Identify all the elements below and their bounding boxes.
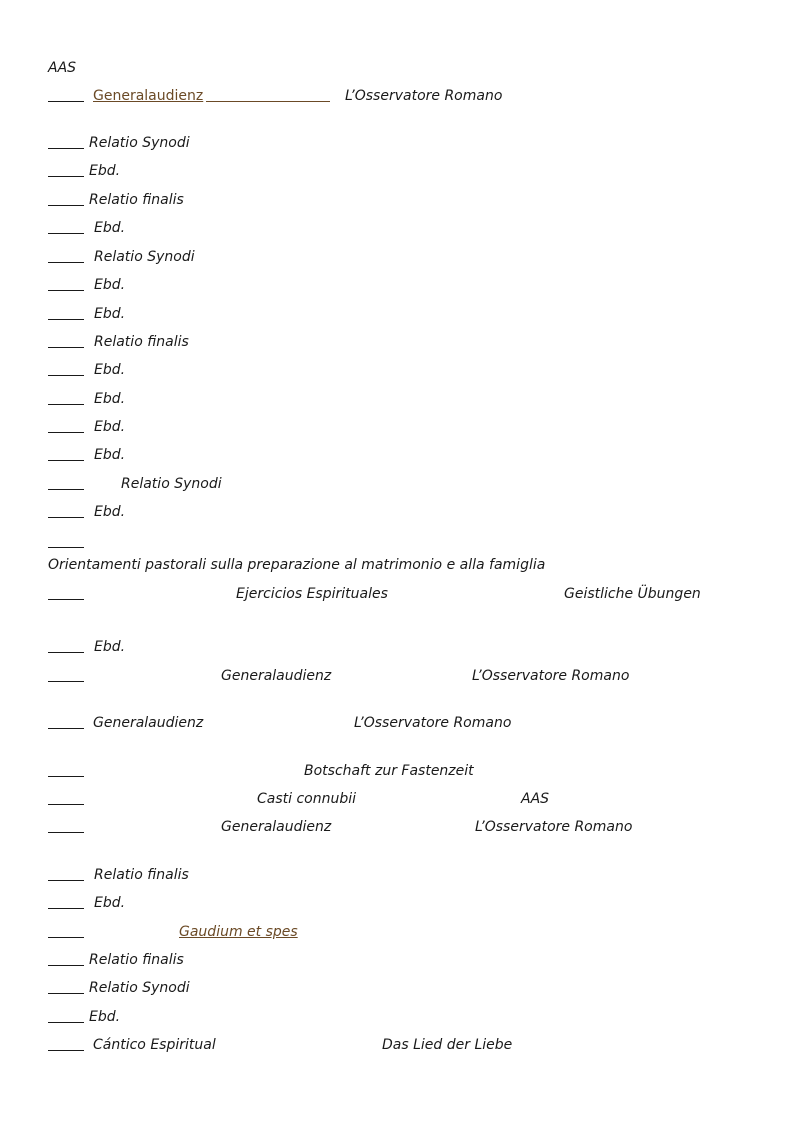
footnote-line	[0, 389, 793, 409]
footnote-line	[0, 893, 793, 913]
footnote-blank	[48, 1050, 84, 1051]
footnote-line	[0, 950, 793, 970]
footnote-line	[0, 555, 793, 575]
footnote-line	[0, 761, 793, 781]
footnote-line	[0, 360, 793, 380]
footnote-blank	[48, 908, 84, 909]
footnote-blank	[48, 993, 84, 994]
footnote-blank	[48, 599, 84, 600]
footnote-line	[0, 275, 793, 295]
footnote-line	[0, 1007, 793, 1027]
footnote-blank	[48, 205, 84, 206]
footnote-blank	[48, 404, 84, 405]
footnote-text: Relatio Synodi	[89, 135, 190, 151]
footnote-text: Relatio Synodi	[121, 476, 222, 492]
footnote-line	[0, 304, 793, 324]
footnote-text: Ebd.	[94, 306, 126, 322]
footnote-text: Ebd.	[94, 447, 126, 463]
footnote-line	[0, 532, 793, 552]
footnote-blank	[48, 1022, 84, 1023]
footnote-text: Ebd.	[89, 163, 121, 179]
footnote-blank	[48, 776, 84, 777]
link-underline	[206, 101, 330, 102]
footnote-text: AAS	[48, 60, 77, 76]
footnote-text: Das Lied der Liebe	[382, 1037, 513, 1053]
footnote-line	[0, 86, 793, 106]
footnote-text: Relatio Synodi	[94, 249, 195, 265]
footnote-text: AAS	[521, 791, 550, 807]
footnote-text: Ebd.	[94, 895, 126, 911]
footnote-text: Relatio finalis	[94, 867, 189, 883]
footnote-text: Orientamenti pastorali sulla preparazione al matrimonio e alla famiglia	[48, 557, 546, 573]
footnote-blank	[48, 517, 84, 518]
footnote-line	[0, 666, 793, 686]
footnote-line	[0, 865, 793, 885]
footnote-text: Generalaudienz	[93, 715, 204, 731]
footnote-blank	[48, 832, 84, 833]
footnote-line	[0, 474, 793, 494]
footnote-link[interactable]: Gaudium et spes	[179, 924, 298, 940]
footnote-blank	[48, 233, 84, 234]
footnote-text: L’Osservatore Romano	[345, 88, 503, 104]
footnote-line	[0, 417, 793, 437]
footnote-blank	[48, 728, 84, 729]
footnote-text: Generalaudienz	[221, 668, 332, 684]
footnote-text: Ebd.	[89, 1009, 121, 1025]
footnote-line	[0, 133, 793, 153]
footnote-blank	[48, 347, 84, 348]
footnote-blank	[48, 965, 84, 966]
footnote-blank	[48, 290, 84, 291]
footnote-text: Relatio finalis	[89, 192, 184, 208]
footnote-text: Generalaudienz	[221, 819, 332, 835]
footnote-text: Ebd.	[94, 220, 126, 236]
footnote-line	[0, 445, 793, 465]
footnote-line	[0, 247, 793, 267]
footnote-line	[0, 817, 793, 837]
footnote-text: Relatio finalis	[94, 334, 189, 350]
footnote-link[interactable]: Generalaudienz	[93, 88, 204, 104]
footnote-blank	[48, 547, 84, 548]
footnote-text: L’Osservatore Romano	[354, 715, 512, 731]
footnote-text: Ebd.	[94, 362, 126, 378]
footnote-blank	[48, 432, 84, 433]
footnote-text: Geistliche Übungen	[564, 586, 701, 602]
footnote-text: Ejercicios Espirituales	[236, 586, 388, 602]
footnote-line	[0, 978, 793, 998]
footnote-line	[0, 922, 793, 942]
footnote-blank	[48, 804, 84, 805]
footnote-blank	[48, 937, 84, 938]
footnote-text: Ebd.	[94, 419, 126, 435]
footnote-text: Ebd.	[94, 277, 126, 293]
footnote-text: L’Osservatore Romano	[472, 668, 630, 684]
footnote-line	[0, 58, 793, 78]
footnote-line	[0, 332, 793, 352]
footnote-line	[0, 789, 793, 809]
footnote-text: Ebd.	[94, 391, 126, 407]
footnote-line	[0, 161, 793, 181]
footnote-line	[0, 584, 793, 604]
footnote-blank	[48, 681, 84, 682]
footnote-blank	[48, 652, 84, 653]
footnote-line	[0, 218, 793, 238]
footnote-line	[0, 1035, 793, 1055]
footnote-text: Casti connubii	[257, 791, 357, 807]
footnote-blank	[48, 460, 84, 461]
footnote-blank	[48, 148, 84, 149]
footnote-text: Ebd.	[94, 639, 126, 655]
footnote-text: Relatio Synodi	[89, 980, 190, 996]
footnote-text: Botschaft zur Fastenzeit	[304, 763, 474, 779]
footnote-blank	[48, 375, 84, 376]
footnote-text: Ebd.	[94, 504, 126, 520]
footnote-line	[0, 190, 793, 210]
footnote-line	[0, 637, 793, 657]
footnote-blank	[48, 101, 84, 102]
footnote-line	[0, 713, 793, 733]
footnote-text: Cántico Espiritual	[93, 1037, 216, 1053]
footnote-line	[0, 502, 793, 522]
footnote-blank	[48, 319, 84, 320]
footnote-blank	[48, 176, 84, 177]
footnote-blank	[48, 880, 84, 881]
footnote-blank	[48, 489, 84, 490]
footnote-text: Relatio finalis	[89, 952, 184, 968]
footnote-text: L’Osservatore Romano	[475, 819, 633, 835]
footnote-blank	[48, 262, 84, 263]
